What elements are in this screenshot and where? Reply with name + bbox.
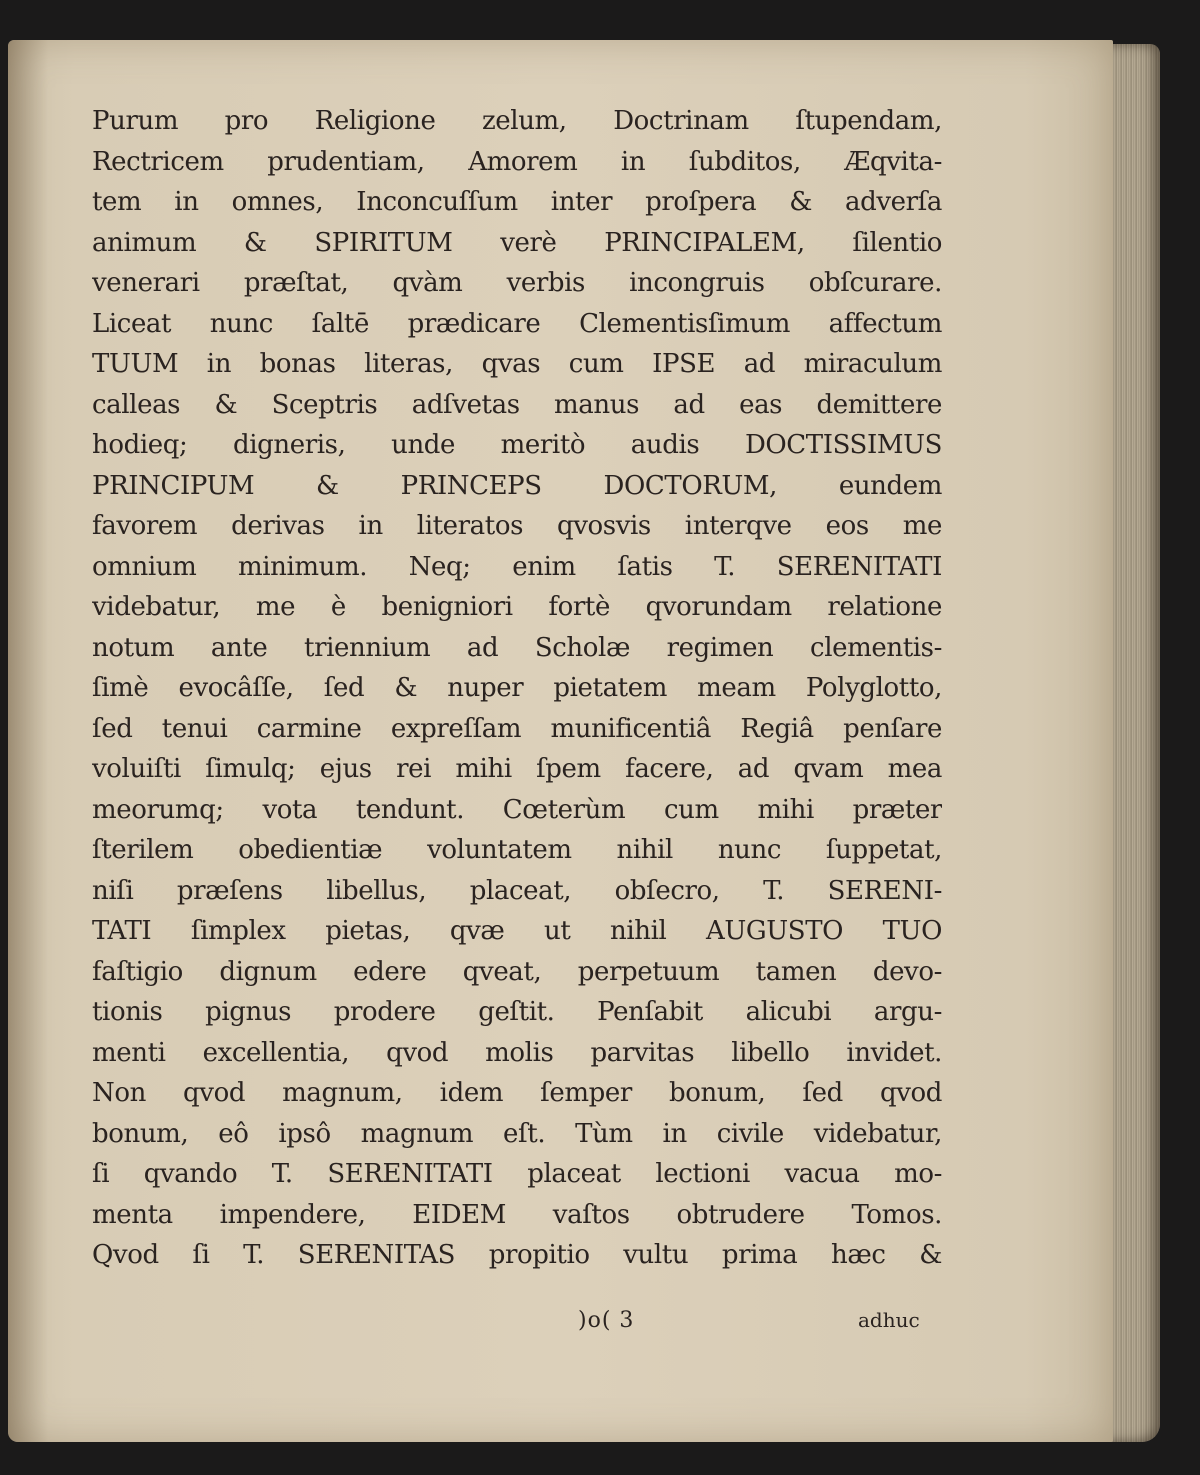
signature-mark: )o( 3 bbox=[578, 1308, 635, 1333]
text-line: menti excellentia, qvod molis parvitas libello invidet. bbox=[92, 1037, 942, 1068]
text-line: notum ante triennium ad Scholæ regimen clementis- bbox=[92, 632, 942, 663]
text-line: Liceat nunc ſaltē prædicare Clementisſimum affectum bbox=[92, 308, 942, 339]
text-line: calleas & Sceptris adſvetas manus ad eas demittere bbox=[92, 389, 942, 420]
text-line: omnium minimum. Neq; enim ſatis T. SERENITATI bbox=[92, 551, 942, 582]
text-line: videbatur, me è benigniori fortè qvorundam relatione bbox=[92, 592, 942, 622]
text-line: bonum, eô ipsô magnum eſt. Tùm in civile videbatur, bbox=[92, 1118, 942, 1149]
text-line: favorem derivas in literatos qvosvis interqve eos me bbox=[92, 511, 942, 541]
text-line: faſtigio dignum edere qveat, perpetuum tamen devo- bbox=[92, 956, 942, 987]
text-line: TUUM in bonas literas, qvas cum IPSE ad miraculum bbox=[92, 349, 942, 379]
catchword: adhuc bbox=[858, 1308, 920, 1332]
text-line: tionis pignus prodere geſtit. Penſabit alicubi argu- bbox=[92, 997, 942, 1027]
text-line: animum & SPIRITUM verè PRINCIPALEM, ſilentio bbox=[92, 227, 942, 258]
text-line: menta impendere, EIDEM vaſtos obtrudere Tomos. bbox=[92, 1199, 942, 1230]
text-line: TATI ſimplex pietas, qvæ ut nihil AUGUSTO TUO bbox=[92, 916, 942, 946]
text-line: ſi qvando T. SERENITATI placeat lectioni vacua mo- bbox=[92, 1159, 942, 1189]
text-line: Non qvod magnum, idem ſemper bonum, ſed qvod bbox=[92, 1078, 942, 1108]
text-line: ſterilem obedientiæ voluntatem nihil nunc ſuppetat, bbox=[92, 835, 942, 865]
gutter-shadow bbox=[8, 40, 48, 1442]
text-line: ſimè evocâſſe, ſed & nuper pietatem meam Polyglotto, bbox=[92, 673, 942, 703]
text-line: venerari præſtat, qvàm verbis incongruis obſcurare. bbox=[92, 268, 942, 298]
text-line: hodieq; digneris, unde meritò audis DOCTISSIMUS bbox=[92, 430, 942, 460]
body-text bbox=[92, 101, 942, 1276]
text-line: ſed tenui carmine expreſſam munificentiâ Regiâ penſare bbox=[92, 713, 942, 744]
text-line: PRINCIPUM & PRINCEPS DOCTORUM, eundem bbox=[92, 470, 942, 501]
text-line: meorumq; vota tendunt. Cœterùm cum mihi præter bbox=[92, 794, 942, 825]
text-line: voluiſti ſimulq; ejus rei mihi ſpem facere, ad qvam mea bbox=[92, 754, 942, 784]
text-line: Rectricem prudentiam, Amorem in ſubditos, Æqvita- bbox=[92, 146, 942, 177]
text-line: tem in omnes, Inconcuſſum inter proſpera & adverſa bbox=[92, 187, 942, 217]
text-line: Purum pro Religione zelum, Doctrinam ſtupendam, bbox=[92, 106, 942, 136]
text-line: niſi præſens libellus, placeat, obſecro, T. SERENI- bbox=[92, 875, 942, 906]
text-line: Qvod ſi T. SERENITAS propitio vultu prima hæc & bbox=[92, 1240, 942, 1270]
